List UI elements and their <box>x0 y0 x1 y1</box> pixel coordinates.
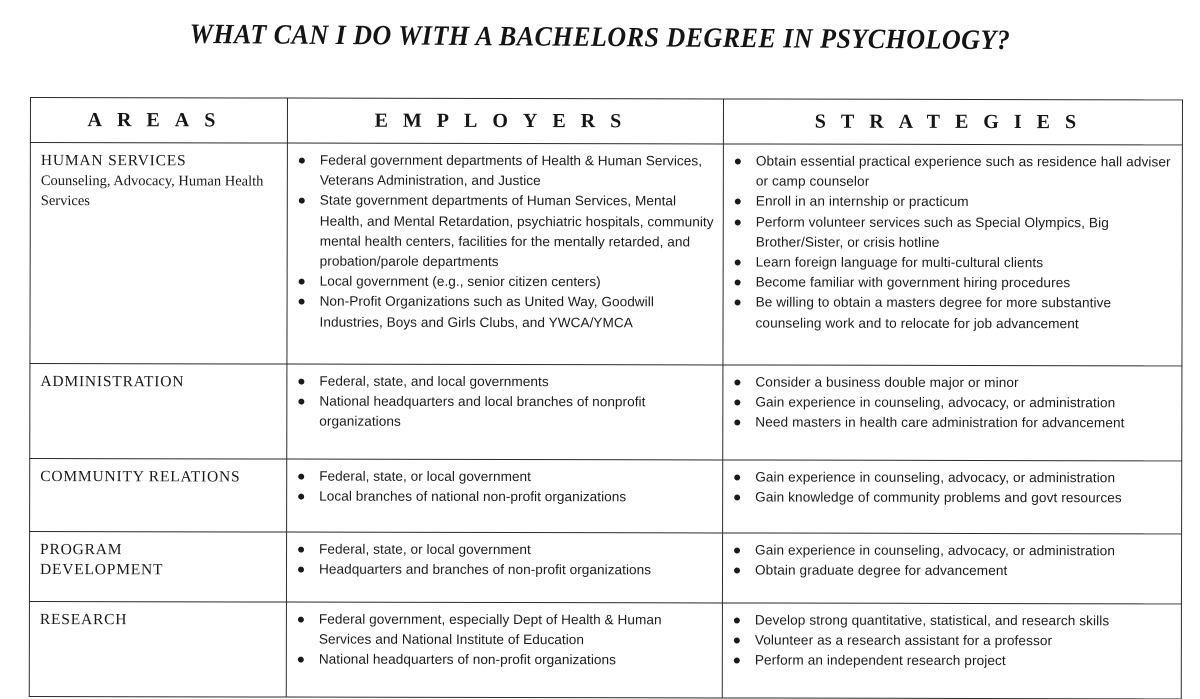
list-item: Perform volunteer services such as Special Olympics, Big Brother/Sister, or crisis hotline <box>724 212 1176 253</box>
list-item: Be willing to obtain a masters degree for more substantive counseling work and to relocate for job advancement <box>724 293 1176 334</box>
strategies-list <box>723 533 1181 585</box>
area-name: PROGRAM DEVELOPMENT <box>39 541 164 579</box>
area-subtitle: Counseling, Advocacy, Human Health Services <box>40 173 264 210</box>
bullet-icon <box>734 617 740 623</box>
list-item: Perform an independent research project <box>723 651 1175 672</box>
bullet-icon <box>299 198 305 204</box>
employers-cell <box>287 143 723 365</box>
list-item: Gain experience in counseling, advocacy, or administration <box>723 393 1175 414</box>
employers-cell <box>286 602 722 698</box>
bullet-icon <box>299 158 305 164</box>
bullet-icon <box>299 279 305 285</box>
area-name: COMMUNITY RELATIONS <box>40 468 241 486</box>
list-item: Become familiar with government hiring procedures <box>724 273 1176 294</box>
strategies-list <box>723 603 1181 676</box>
bullet-icon <box>735 300 741 306</box>
employers-list <box>287 460 722 512</box>
strategies-cell <box>723 460 1182 534</box>
employers-cell <box>287 364 723 460</box>
bullet-icon <box>734 658 740 664</box>
list-item: Gain experience in counseling, advocacy, or administration <box>723 540 1175 561</box>
list-item: Federal government, especially Dept of Health & Human Services and National Institute of Education <box>287 610 716 651</box>
employers-cell <box>286 532 722 603</box>
page-title: WHAT CAN I DO WITH A BACHELORS DEGREE IN PSYCHOLOGY? <box>189 18 1011 57</box>
table-row-administration <box>30 364 1182 461</box>
list-item: Federal, state, or local government <box>287 540 716 561</box>
bullet-icon <box>298 547 304 553</box>
strategies-cell <box>723 144 1182 366</box>
list-item: Develop strong quantitative, statistical, and research skills <box>723 610 1175 631</box>
table-row-human-services <box>30 143 1182 366</box>
area-cell <box>29 601 286 697</box>
strategies-list <box>723 144 1181 338</box>
bullet-icon <box>735 280 741 286</box>
bullet-icon <box>298 494 304 500</box>
list-item: Gain knowledge of community problems and govt resources <box>723 488 1175 509</box>
bullet-icon <box>735 219 741 225</box>
bullet-icon <box>735 259 741 265</box>
bullet-icon <box>298 657 304 663</box>
list-item: Federal, state, or local government <box>287 467 716 488</box>
list-item: Obtain essential practical experience such as residence hall adviser or camp counselor <box>724 151 1176 192</box>
area-cell <box>30 459 287 533</box>
career-table <box>29 97 1183 699</box>
area-name: RESEARCH <box>39 611 128 629</box>
area-name: HUMAN SERVICES <box>40 152 187 170</box>
list-item: State government departments of Human Services, Mental Health, and Mental Retardation, psychiatric hospitals, community mental health centers, facilities for the mentally retarded, and probation/parole departments <box>288 191 717 273</box>
strategies-list <box>723 460 1181 512</box>
strategies-cell <box>722 603 1181 699</box>
list-item: Enroll in an internship or practicum <box>724 192 1176 213</box>
bullet-icon <box>299 299 305 305</box>
column-header-strategies: STRATEGIES <box>723 99 1182 145</box>
bullet-icon <box>734 400 740 406</box>
employers-list <box>287 365 722 438</box>
bullet-icon <box>298 379 304 385</box>
bullet-icon <box>735 199 741 205</box>
strategies-cell <box>722 533 1181 604</box>
bullet-icon <box>734 638 740 644</box>
bullet-icon <box>734 474 740 480</box>
list-item: National headquarters of non-profit organizations <box>287 650 716 671</box>
bullet-icon <box>734 568 740 574</box>
list-item: National headquarters and local branches of nonprofit organizations <box>287 392 716 433</box>
list-item: Need masters in health care administration for advancement <box>723 413 1175 434</box>
list-item: Consider a business double major or minor <box>723 372 1175 393</box>
area-cell <box>30 364 287 460</box>
bullet-icon <box>298 474 304 480</box>
bullet-icon <box>734 379 740 385</box>
list-item: Local branches of national non-profit organizations <box>287 487 716 508</box>
area-name: ADMINISTRATION <box>40 373 185 391</box>
bullet-icon <box>735 158 741 164</box>
list-item: Federal, state, and local governments <box>287 372 716 393</box>
area-cell <box>29 532 286 603</box>
strategies-cell <box>723 365 1182 461</box>
employers-list <box>287 603 722 676</box>
bullet-icon <box>734 420 740 426</box>
area-cell <box>30 143 287 365</box>
strategies-list <box>723 365 1181 438</box>
column-header-employers: EMPLOYERS <box>287 98 723 144</box>
list-item: Volunteer as a research assistant for a professor <box>723 631 1175 652</box>
list-item: Federal government departments of Health & Human Services, Veterans Administration, and Justice <box>288 151 717 192</box>
list-item: Gain experience in counseling, advocacy, or administration <box>723 467 1175 488</box>
table-header-row <box>30 98 1182 145</box>
table-row-research <box>29 601 1181 698</box>
bullet-icon <box>298 617 304 623</box>
list-item: Headquarters and branches of non-profit organizations <box>287 560 716 581</box>
employers-list <box>287 144 722 338</box>
list-item: Non-Profit Organizations such as United Way, Goodwill Industries, Boys and Girls Clubs, and YWCA/YMCA <box>288 292 717 333</box>
bullet-icon <box>298 567 304 573</box>
employers-cell <box>287 459 723 533</box>
table-row-community-relations <box>30 459 1182 534</box>
table-row-program-development <box>29 532 1181 604</box>
bullet-icon <box>734 547 740 553</box>
column-header-areas: AREAS <box>30 98 287 144</box>
list-item: Obtain graduate degree for advancement <box>723 561 1175 582</box>
bullet-icon <box>734 495 740 501</box>
employers-list <box>287 533 722 585</box>
bullet-icon <box>298 399 304 405</box>
list-item: Learn foreign language for multi-cultural clients <box>724 252 1176 273</box>
list-item: Local government (e.g., senior citizen centers) <box>288 272 717 293</box>
